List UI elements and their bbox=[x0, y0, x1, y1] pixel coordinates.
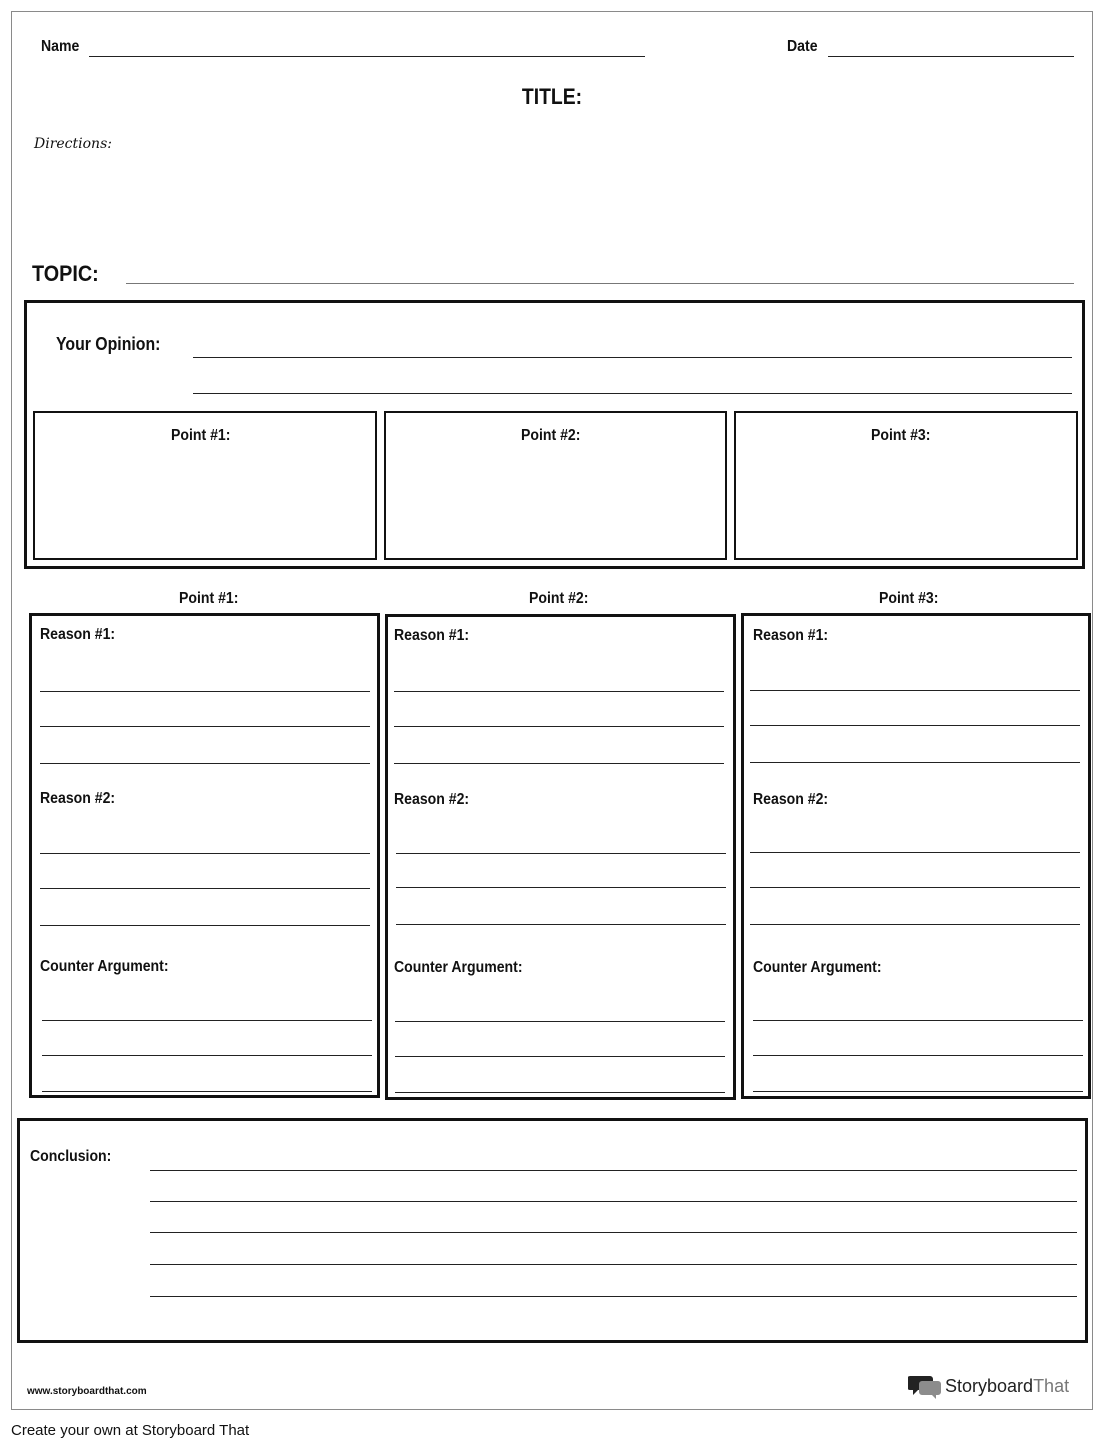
opinion-point-label: Point #2: bbox=[521, 427, 581, 444]
topic-label: TOPIC: bbox=[32, 261, 99, 286]
directions-label: Directions: bbox=[34, 136, 112, 152]
column-heading: Point #1: bbox=[179, 590, 239, 607]
name-label: Name bbox=[41, 38, 80, 55]
write-line bbox=[750, 924, 1080, 925]
write-line bbox=[150, 1201, 1077, 1202]
opinion-point-label: Point #3: bbox=[871, 427, 931, 444]
opinion-line bbox=[193, 393, 1072, 394]
topic-line bbox=[126, 283, 1074, 284]
reason-2-label: Reason #2: bbox=[753, 791, 829, 808]
point-column-box bbox=[741, 613, 1091, 1099]
reason-1-label: Reason #1: bbox=[394, 627, 470, 644]
brand-part-2: That bbox=[1033, 1376, 1070, 1396]
write-line bbox=[42, 1091, 372, 1092]
write-line bbox=[753, 1055, 1083, 1056]
counter-argument-label: Counter Argument: bbox=[40, 958, 169, 975]
footer-url[interactable]: www.storyboardthat.com bbox=[27, 1386, 147, 1397]
write-line bbox=[42, 1055, 372, 1056]
point-column-box bbox=[29, 613, 380, 1098]
write-line bbox=[396, 853, 726, 854]
write-line bbox=[40, 925, 370, 926]
write-line bbox=[150, 1232, 1077, 1233]
reason-2-label: Reason #2: bbox=[394, 791, 470, 808]
write-line bbox=[750, 887, 1080, 888]
opinion-line bbox=[193, 357, 1072, 358]
write-line bbox=[394, 763, 724, 764]
reason-1-label: Reason #1: bbox=[40, 626, 116, 643]
write-line bbox=[40, 853, 370, 854]
write-line bbox=[395, 1056, 725, 1057]
opinion-label: Your Opinion: bbox=[56, 334, 161, 354]
page-title: TITLE: bbox=[521, 84, 583, 109]
write-line bbox=[394, 726, 724, 727]
write-line bbox=[42, 1020, 372, 1021]
column-heading: Point #2: bbox=[529, 590, 589, 607]
date-label: Date bbox=[787, 38, 818, 55]
write-line bbox=[395, 1021, 725, 1022]
conclusion-box bbox=[17, 1118, 1088, 1343]
write-line bbox=[40, 691, 370, 692]
write-line bbox=[40, 726, 370, 727]
column-heading: Point #3: bbox=[879, 590, 939, 607]
write-line bbox=[40, 763, 370, 764]
credit-link[interactable]: Create your own at Storyboard That bbox=[11, 1422, 250, 1439]
reason-1-label: Reason #1: bbox=[753, 627, 829, 644]
write-line bbox=[396, 924, 726, 925]
name-line bbox=[89, 56, 645, 57]
write-line bbox=[394, 691, 724, 692]
write-line bbox=[750, 690, 1080, 691]
write-line bbox=[150, 1296, 1077, 1297]
storyboardthat-logo-icon bbox=[908, 1373, 942, 1399]
date-line bbox=[828, 56, 1074, 57]
write-line bbox=[40, 888, 370, 889]
counter-argument-label: Counter Argument: bbox=[753, 959, 882, 976]
write-line bbox=[395, 1092, 725, 1093]
write-line bbox=[396, 887, 726, 888]
write-line bbox=[753, 1020, 1083, 1021]
write-line bbox=[150, 1264, 1077, 1265]
write-line bbox=[753, 1091, 1083, 1092]
write-line bbox=[750, 762, 1080, 763]
write-line bbox=[150, 1170, 1077, 1171]
reason-2-label: Reason #2: bbox=[40, 790, 116, 807]
write-line bbox=[750, 725, 1080, 726]
counter-argument-label: Counter Argument: bbox=[394, 959, 523, 976]
brand-part-1: Storyboard bbox=[945, 1376, 1034, 1396]
point-column-box bbox=[385, 614, 736, 1100]
write-line bbox=[750, 852, 1080, 853]
conclusion-label: Conclusion: bbox=[30, 1148, 112, 1165]
brand-wordmark bbox=[945, 1376, 1069, 1397]
opinion-point-label: Point #1: bbox=[171, 427, 231, 444]
